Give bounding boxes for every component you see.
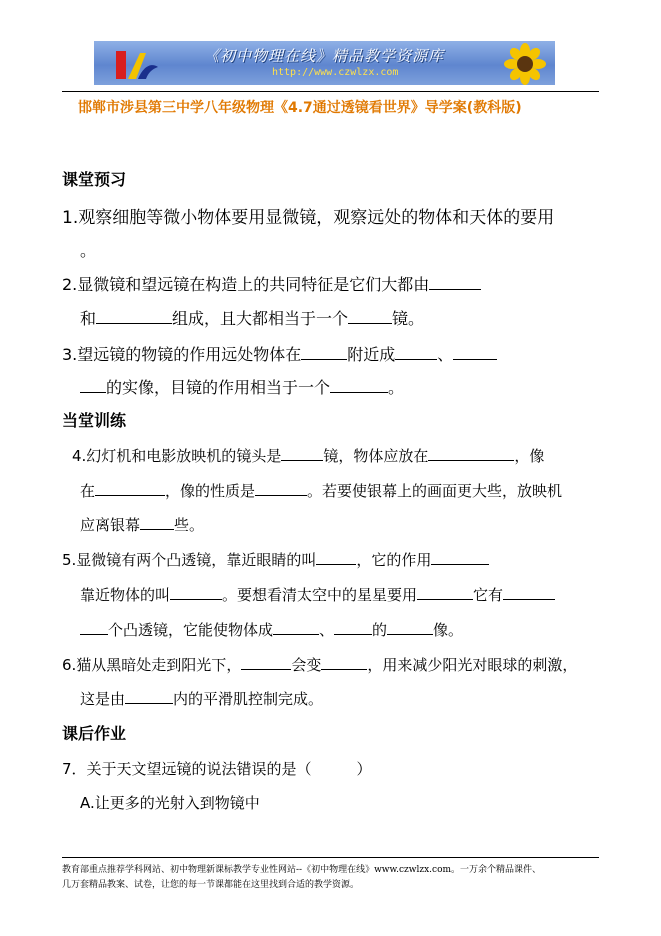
question-7-stem: 7．关于天文望远镜的说法错误的是（ ） <box>62 760 372 778</box>
answer-blank[interactable] <box>140 514 174 530</box>
answer-blank[interactable] <box>321 654 367 670</box>
section-heading-preview: 课堂预习 <box>62 170 127 189</box>
answer-blank[interactable] <box>273 619 319 635</box>
question-4-line-1: 4.幻灯机和电影放映机的镜头是 镜，物体应放在 ，像 <box>72 447 545 465</box>
question-6-line-1: 6.猫从黑暗处走到阳光下， 会变 ，用来减少阳光对眼球的刺激， <box>62 656 578 674</box>
logo-icon <box>112 45 160 83</box>
answer-blank[interactable] <box>334 619 372 635</box>
answer-blank[interactable] <box>348 307 392 324</box>
sunflower-icon <box>491 43 551 85</box>
question-4-line-3: 应离银幕 些。 <box>80 516 205 534</box>
document-title: 邯郸市涉县第三中学八年级物理《4.7通过透镜看世界》导学案(教科版) <box>78 100 522 116</box>
answer-blank[interactable] <box>96 307 172 324</box>
answer-blank[interactable] <box>170 584 222 600</box>
answer-blank[interactable] <box>330 376 388 393</box>
section-heading-homework: 课后作业 <box>62 724 127 743</box>
answer-blank[interactable] <box>417 584 473 600</box>
answer-blank[interactable] <box>429 273 481 290</box>
footer-rule <box>62 857 599 858</box>
question-4-line-2: 在 ，像的性质是 。若要使银幕上的画面更大些，放映机 <box>80 482 563 500</box>
question-2-line-2: 和 组成，且大都相当于一个 镜。 <box>80 309 425 328</box>
question-5-line-3: 个凸透镜，它能使物体成 、 的 像。 <box>80 619 463 640</box>
question-3-line-2: 的实像，目镜的作用相当于一个 。 <box>80 375 404 398</box>
footer-line-1: 教育部重点推荐学科网站、初中物理新课标教学专业性网站--《初中物理在线》www.czwlzx.com。一万余个精品课件、 <box>62 865 542 875</box>
answer-blank[interactable] <box>80 619 108 635</box>
question-1-line-2: 。 <box>80 241 97 260</box>
banner-url[interactable]: http://www.czwlzx.com <box>272 67 399 78</box>
answer-blank[interactable] <box>95 480 165 496</box>
answer-blank[interactable] <box>301 343 347 360</box>
question-5-line-1: 5.显微镜有两个凸透镜，靠近眼睛的叫 ，它的作用 <box>62 549 489 570</box>
answer-blank[interactable] <box>428 445 514 461</box>
section-heading-training: 当堂训练 <box>62 411 127 430</box>
answer-blank[interactable] <box>80 376 106 393</box>
answer-blank[interactable] <box>431 549 489 565</box>
question-5-line-2: 靠近物体的叫 。要想看清太空中的星星要用 它有 <box>80 584 555 605</box>
answer-blank[interactable] <box>125 688 173 704</box>
question-7-option-a: A.让更多的光射入到物镜中 <box>80 794 260 812</box>
answer-blank[interactable] <box>316 549 356 565</box>
answer-blank[interactable] <box>387 619 433 635</box>
question-2-line-1: 2.显微镜和望远镜在构造上的共同特征是它们大都由 <box>62 272 481 295</box>
footer-line-2: 几万套精品教案、试卷，让您的每一节课都能在这里找到合适的教学资源。 <box>62 880 360 890</box>
question-1-line-1: 1.观察细胞等微小物体要用显微镜，观察远处的物体和天体的要用 <box>62 208 555 228</box>
answer-blank[interactable] <box>503 584 555 600</box>
question-6-line-2: 这是由 内的平滑肌控制完成。 <box>80 690 324 708</box>
answer-blank[interactable] <box>395 343 437 360</box>
answer-blank[interactable] <box>453 343 497 360</box>
header-banner <box>94 41 555 85</box>
answer-blank[interactable] <box>281 445 323 461</box>
question-3-line-1: 3.望远镜的物镜的作用远处物体在 附近成 、 <box>62 342 497 365</box>
answer-blank[interactable] <box>241 654 291 670</box>
banner-title: 《初中物理在线》精品教学资源库 <box>204 47 445 65</box>
header-rule <box>62 91 599 92</box>
answer-blank[interactable] <box>255 480 307 496</box>
